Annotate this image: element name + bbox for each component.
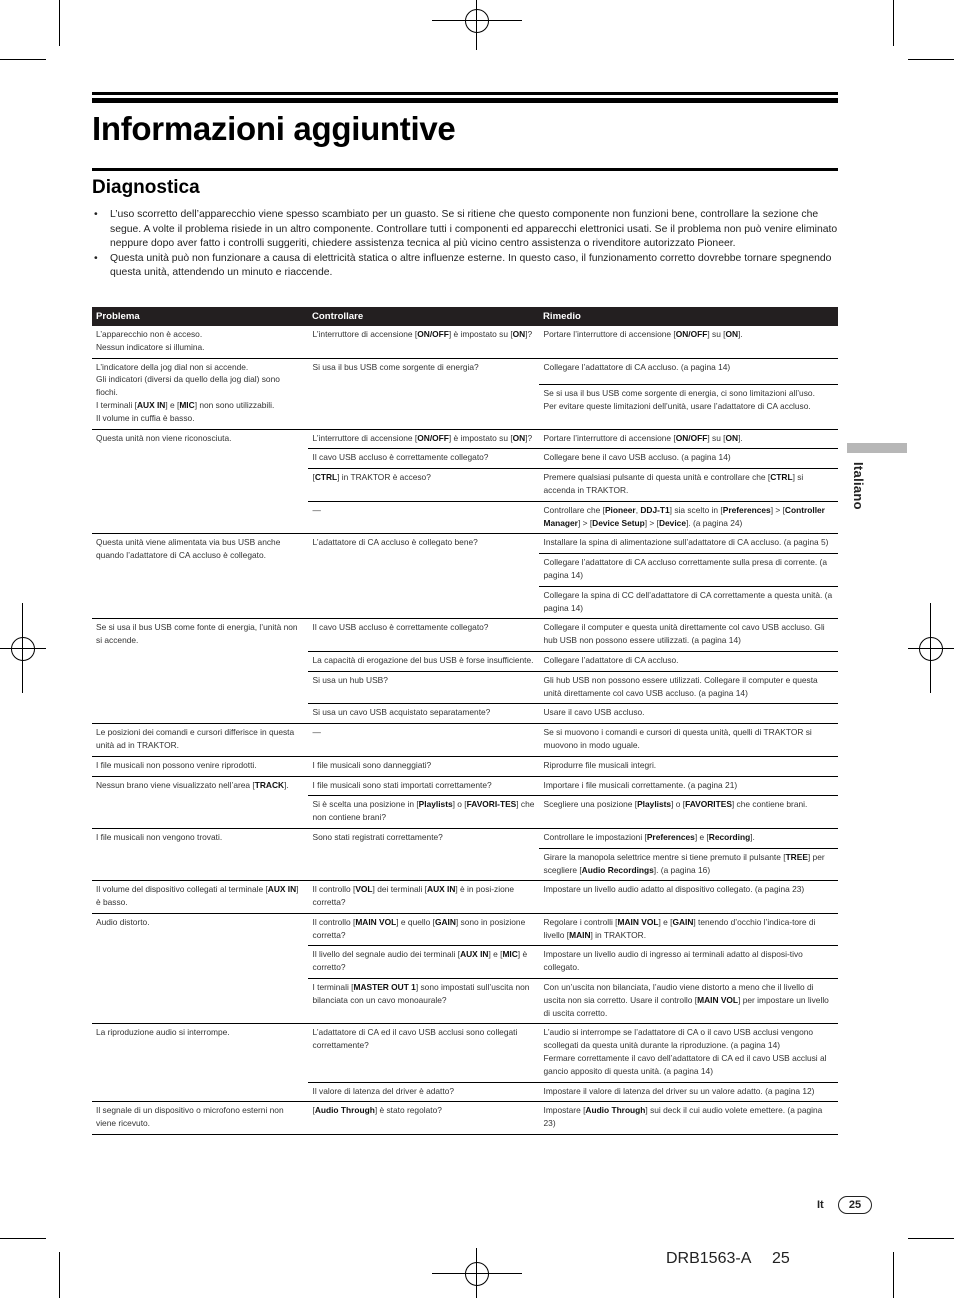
page-number-badge: 25 [838, 1196, 872, 1214]
cell-problem: L’indicatore della jog dial non si accende. Gli indicatori (diversi da quello della jog dial) sono fiochi. I terminali [AUX IN] e [MIC] non sono utilizzabili. Il volume in cuffia è basso. [92, 358, 308, 429]
cell-check: Si usa il bus USB come sorgente di energia? [308, 358, 539, 385]
cell-check [308, 554, 539, 587]
cell-check: Il cavo USB accluso è correttamente collegato? [308, 449, 539, 469]
cell-problem: Nessun brano viene visualizzato nell’area [TRACK]. [92, 776, 308, 828]
crop-mark [0, 1238, 46, 1239]
cell-remedy: Collegare l’adattatore di CA accluso correttamente sulla presa di corrente. (a pagina 14) [539, 554, 838, 587]
side-tab-marker [847, 443, 907, 453]
table-row [92, 881, 838, 914]
cell-check: Si usa un cavo USB acquistato separatamente? [308, 704, 539, 724]
cell-remedy: Se si usa il bus USB come sorgente di energia, ci sono limitazioni all’uso. Per evitare queste limitazioni dell’unità, usare l’adattatore di CA accluso. [539, 385, 838, 429]
crop-mark [893, 1252, 894, 1298]
cell-check: L’adattatore di CA accluso è collegato bene? [308, 534, 539, 554]
intro-bullet: • L’uso scorretto dell’apparecchio viene spesso scambiato per un guasto. Se si ritiene che questo componente non funzioni bene, controllare la sezione che segue. A volte il problema risiede in un altro componente. Controllare tutti i componenti ed apparecchi elettronici usati. Se il problema non può venire eliminato neppure dopo aver fatto i controlli suggeriti, chiedere assistenza tecnica al più vicino centro assistenza o rivenditore autorizzato Pioneer. [92, 208, 838, 252]
table-row [92, 534, 838, 554]
table-header-row [92, 307, 838, 326]
table-row [92, 429, 838, 449]
cell-remedy: Collegare l’adattatore di CA accluso. [539, 651, 838, 671]
page-title: Informazioni aggiuntive [92, 110, 456, 147]
cell-check: L’adattatore di CA ed il cavo USB acclusi sono collegati correttamente? [308, 1024, 539, 1082]
cell-check: I file musicali sono danneggiati? [308, 756, 539, 776]
crop-mark [59, 1252, 60, 1298]
cell-check: Il controllo [VOL] dei terminali [AUX IN] è in posi-zione corretta? [308, 881, 539, 914]
cell-check: Il livello del segnale audio dei terminali [AUX IN] e [MIC] è corretto? [308, 946, 539, 979]
crop-mark [908, 59, 954, 60]
cell-check: Sono stati registrati correttamente? [308, 828, 539, 848]
cell-problem: Questa unità viene alimentata via bus USB anche quando l’adattatore di CA accluso è collegato. [92, 534, 308, 619]
cell-check: [CTRL] in TRAKTOR è acceso? [308, 469, 539, 502]
cell-problem: I file musicali non possono venire riprodotti. [92, 756, 308, 776]
cell-remedy: Installare la spina di alimentazione sull’adattatore di CA accluso. (a pagina 5) [539, 534, 838, 554]
cell-check: — [308, 501, 539, 534]
cell-remedy: Usare il cavo USB accluso. [539, 704, 838, 724]
cell-check: Il valore di latenza del driver è adatto? [308, 1082, 539, 1102]
cell-remedy: Impostare un livello audio di ingresso ai terminali adatto al disposi-tivo collegato. [539, 946, 838, 979]
cell-remedy: Collegare l’adattatore di CA accluso. (a pagina 14) [539, 358, 838, 385]
cell-problem: Il volume del dispositivo collegati al terminale [AUX IN] è basso. [92, 881, 308, 914]
page-language-code: It [817, 1199, 824, 1211]
cell-check: Il controllo [MAIN VOL] e quello [GAIN] sono in posizione corretta? [308, 913, 539, 946]
table-row [92, 1024, 838, 1082]
cell-problem: Le posizioni dei comandi e cursori differisce in questa unità ad in TRAKTOR. [92, 724, 308, 757]
document-code: DRB1563-A [666, 1250, 752, 1267]
cell-remedy: Gli hub USB non possono essere utilizzati. Collegare il computer e questa unità direttamente col cavo USB accluso. (a pagina 14) [539, 671, 838, 704]
column-header-problem: Problema [92, 307, 308, 326]
cell-remedy: Se si muovono i comandi e cursori di questa unità, quelli di TRAKTOR si muovono in modo uguale. [539, 724, 838, 757]
cell-problem: Questa unità non viene riconosciuta. [92, 429, 308, 534]
cell-check [308, 385, 539, 429]
table-row [92, 776, 838, 796]
cell-remedy: Regolare i controlli [MAIN VOL] e [GAIN] tenendo d’occhio l’indica-tore di livello [MAIN] in TRAKTOR. [539, 913, 838, 946]
document-page-number: 25 [772, 1250, 790, 1267]
cell-check: L’interruttore di accensione [ON/OFF] è impostato su [ON]? [308, 326, 539, 358]
cell-check: Si usa un hub USB? [308, 671, 539, 704]
crop-mark [0, 59, 46, 60]
cell-check [308, 586, 539, 619]
intro-bullet-list [92, 208, 838, 281]
title-underline [92, 168, 838, 171]
cell-remedy: Portare l’interruttore di accensione [ON/OFF] su [ON]. [539, 326, 838, 358]
troubleshooting-table [92, 307, 838, 1135]
table-row [92, 724, 838, 757]
cell-remedy: Collegare bene il cavo USB accluso. (a pagina 14) [539, 449, 838, 469]
table-row [92, 756, 838, 776]
cell-remedy: Premere qualsiasi pulsante di questa unità e controllare che [CTRL] si accenda in TRAKTOR. [539, 469, 838, 502]
table-row [92, 828, 838, 848]
cell-problem: Audio distorto. [92, 913, 308, 1024]
cell-problem: Se si usa il bus USB come fonte di energia, l’unità non si accende. [92, 619, 308, 724]
cell-check: — [308, 724, 539, 757]
cell-remedy: Controllare le impostazioni [Preferences] e [Recording]. [539, 828, 838, 848]
crop-mark [893, 0, 894, 46]
table-row [92, 326, 838, 358]
intro-bullet: • Questa unità può non funzionare a causa di elettricità statica o altre influenze esterne. In questo caso, il funzionamento corretto dovrebbe tornare spegnendo questa unità, attendendo un minuto e riaccende. [92, 252, 838, 281]
cell-remedy: Portare l’interruttore di accensione [ON/OFF] su [ON]. [539, 429, 838, 449]
header-rule [92, 98, 838, 103]
table-row [92, 913, 838, 946]
column-header-check: Controllare [308, 307, 539, 326]
cell-check: I file musicali sono stati importati correttamente? [308, 776, 539, 796]
cell-remedy: Impostare un livello audio adatto al dispositivo collegato. (a pagina 23) [539, 881, 838, 914]
table-row [92, 358, 838, 385]
cell-remedy: L’audio si interrompe se l’adattatore di CA o il cavo USB acclusi vengono scollegati da questa unità durante la riproduzione. (a pagina 14) Fermare correttamente il cavo dell’adattatore di CA ed il cavo USB acclusi al gancio apposito di questa unità. (a pagina 14) [539, 1024, 838, 1082]
cell-remedy: Collegare il computer e questa unità direttamente col cavo USB accluso. Gli hub USB non possono essere utilizzati. (a pagina 14) [539, 619, 838, 652]
cell-check: I terminali [MASTER OUT 1] sono impostati sull’uscita non bilanciata con un cavo monoaurale? [308, 979, 539, 1024]
cell-remedy: Impostare il valore di latenza del driver su un valore adatto. (a pagina 12) [539, 1082, 838, 1102]
cell-check: La capacità di erogazione del bus USB è forse insufficiente. [308, 651, 539, 671]
column-header-remedy: Rimedio [539, 307, 838, 326]
cell-remedy: Riprodurre file musicali integri. [539, 756, 838, 776]
table-row [92, 619, 838, 652]
cell-remedy: Girare la manopola selettrice mentre si tiene premuto il pulsante [TREE] per scegliere [Audio Recordings]. (a pagina 16) [539, 848, 838, 881]
cell-remedy: Collegare la spina di CC dell’adattatore di CA correttamente a questa unità. (a pagina 14) [539, 586, 838, 619]
cell-check: Si è scelta una posizione in [Playlists] o [FAVORI-TES] che non contiene brani? [308, 796, 539, 829]
cell-problem: Il segnale di un dispositivo o microfono esterni non viene ricevuto. [92, 1102, 308, 1135]
crop-mark [59, 0, 60, 46]
cell-remedy: Con un’uscita non bilanciata, l’audio viene distorto a meno che il livello di uscita non sia corretto. Usare il controllo [MAIN VOL] per impostare un livello di uscita corretto. [539, 979, 838, 1024]
header-rule [92, 92, 838, 95]
cell-check: [Audio Through] è stato regolato? [308, 1102, 539, 1135]
section-title: Diagnostica [92, 177, 200, 198]
cell-remedy: Scegliere una posizione [Playlists] o [FAVORITES] che contiene brani. [539, 796, 838, 829]
cell-remedy: Impostare [Audio Through] sui deck il cui audio volete emettere. (a pagina 23) [539, 1102, 838, 1135]
cell-remedy: Controllare che [Pioneer, DDJ-T1] sia scelto in [Preferences] > [Controller Manager] > [Device Setup] > [Device]. (a pagina 24) [539, 501, 838, 534]
cell-problem: I file musicali non vengono trovati. [92, 828, 308, 880]
cell-check [308, 848, 539, 881]
table-body [92, 326, 838, 1135]
crop-mark [908, 1238, 954, 1239]
cell-problem: L’apparecchio non è acceso. Nessun indicatore si illumina. [92, 326, 308, 358]
cell-problem: La riproduzione audio si interrompe. [92, 1024, 308, 1102]
table-row [92, 1102, 838, 1135]
cell-check: L’interruttore di accensione [ON/OFF] è impostato su [ON]? [308, 429, 539, 449]
side-tab-label: Italiano [851, 462, 866, 510]
cell-check: Il cavo USB accluso è correttamente collegato? [308, 619, 539, 652]
cell-remedy: Importare i file musicali correttamente. (a pagina 21) [539, 776, 838, 796]
